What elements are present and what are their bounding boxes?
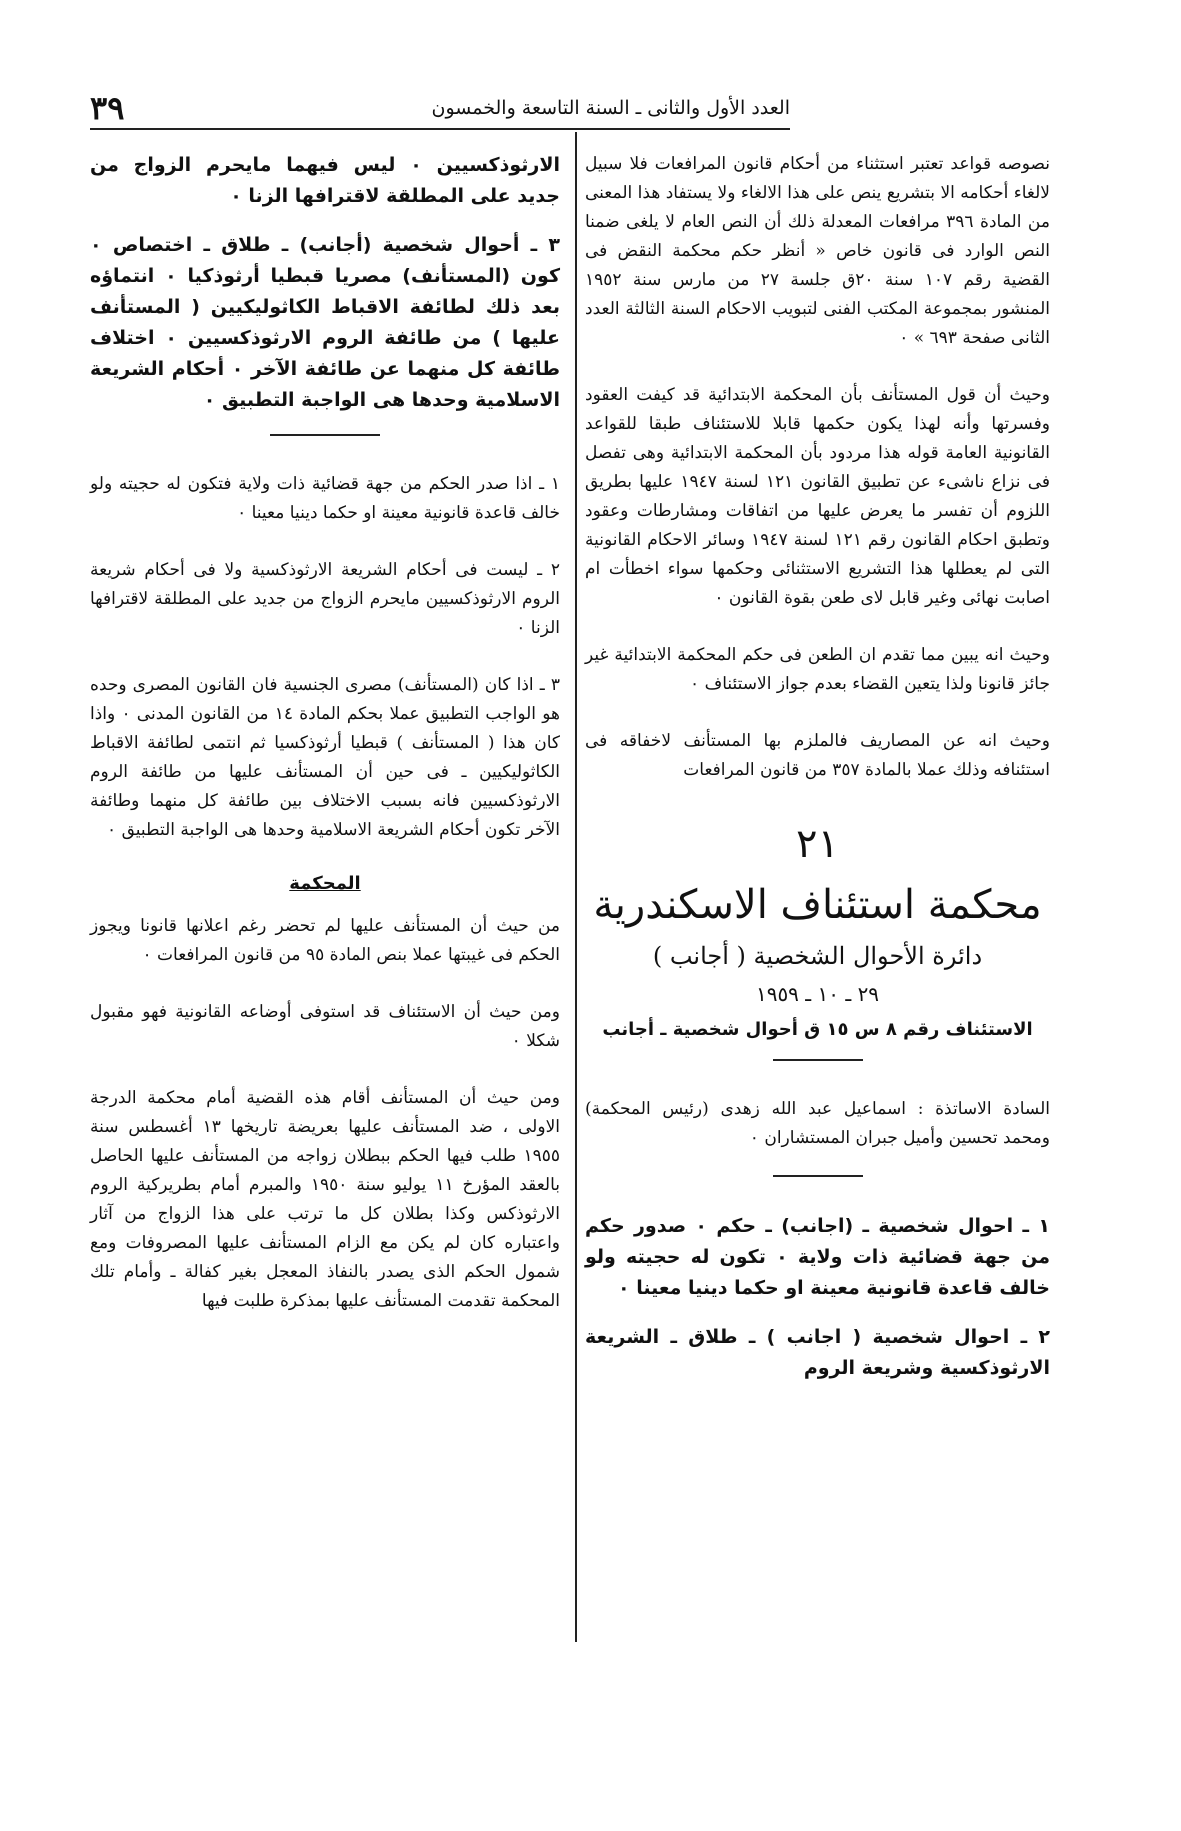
circuit-name: دائرة الأحوال الشخصية ( أجانب ) — [652, 942, 983, 970]
reasoning-paragraph: ومن حيث أن المستأنف أقام هذه القضية أمام محكمة الدرجة الاولى ، ضد المستأنف عليها بعريضة تاريخها ١٣ أغسطس سنة ١٩٥٥ طلب فيها الحكم ببطلان زواجه من المستأنف عليها الحاصل بالعقد المؤرخ ١١ يوليو سنة ١٩٥٠ والمبرم أمام بطريركية الروم الارثوذكس وكذا بطلان كل ما ترتب على هذا الزواج من آثار واعتباره كان لم يكن مع الزام المستأنف عليها المصروفات ومع شمول الحكم الذى يصدر بالنفاذ المعجل بغير كفالة ـ وأمام تلك المحكمة تقدمت المستأنف عليها بمذكرة طلبت فيها — [90, 1088, 561, 1311]
paragraph: وحيث أن قول المستأنف بأن المحكمة الابتدائية قد كيفت العقود وفسرتها وأنه لهذا يكون حكمها قابلا للاستئناف طبقا للقواعد القانونية العامة قوله هذا مردود بأن المحكمة الابتدائية وهى تفصل فى نزاع ناشىء عن تطبيق القانون ١٢١ لسنة ١٩٤٧ عليها بطريق اللزوم أن تفسر ما يعرض عليها من اتفاقات ومشارطات وعقود وتطبق احكام القانون رقم ١٢١ لسنة ١٩٤٧ وسائر الاحكام القانونية التى لم يعطلها هذا التشريع الاستثنائى وحكمها سواء اخطأت ام اصابت نهائى وغير قابل لاى طعن بقوة القانون ٠ — [585, 385, 1051, 608]
court-heading: المحكمة — [289, 873, 361, 894]
case-number: ٢١ — [796, 821, 839, 867]
header-title: العدد الأول والثانى ـ السنة التاسعة والخمسون — [431, 97, 790, 119]
right-column — [585, 150, 1050, 1402]
running-header — [90, 88, 790, 128]
principle: ١ ـ اذا صدر الحكم من جهة قضائية ذات ولاية فتكون له حجيته ولو خالف قاعدة قانونية معينة او حكما دينيا معينا ٠ — [90, 474, 560, 523]
appeal-reference: الاستئناف رقم ٨ س ١٥ ق أحوال شخصية ـ أجانب — [602, 1019, 1033, 1040]
section-rule — [773, 1059, 863, 1061]
reasoning-paragraph: ومن حيث أن الاستئناف قد استوفى أوضاعه القانونية فهو مقبول شكلا ٠ — [90, 1002, 560, 1051]
header-rule — [90, 128, 790, 130]
column-divider — [575, 132, 577, 1642]
principle: ٢ ـ ليست فى أحكام الشريعة الارثوذكسية ولا فى أحكام شريعة الروم الارثوذكسيين مايحرم الزواج من جديد على المطلقة لاقترافها الزنا ٠ — [90, 560, 560, 638]
page-number: ٣٩ — [90, 89, 125, 127]
principle: ٣ ـ اذا كان (المستأنف) مصرى الجنسية فان القانون المصرى وحده هو الواجب التطبيق عملا بحكم المادة ١٤ من القانون المدنى ٠ واذا كان هذا ( المستأنف ) قبطيا أرثوذكسيا ثم انتمى لطائفة الاقباط الكاثوليكيين ـ فى حين أن المستأنف عليها من طائفة الروم الارثوذكسيين فانه بسبب الاختلاف بين طائفة كل منهما وطائفة الآخر تكون أحكام الشريعة الاسلامية وحدها هى الواجبة التطبيق ٠ — [90, 675, 560, 840]
headnote-continued: الارثوذكسيين ٠ ليس فيهما مايحرم الزواج من جديد على المطلقة لاقترافها الزنا ٠ — [90, 154, 560, 207]
decision-date: ٢٩ ـ ١٠ ـ ١٩٥٩ — [755, 982, 880, 1006]
section-rule — [773, 1175, 863, 1177]
paragraph: نصوصه قواعد تعتبر استثناء من أحكام قانون المرافعات فلا سبيل لالغاء أحكامه الا بتشريع ينص على هذا الالغاء ولا يستفاد هذا المعنى من المادة ٣٩٦ مرافعات المعدلة ذلك أن النص العام لا يلغى ضمنا النص الوارد فى قانون خاص « أنظر حكم محكمة النقض فى القضية رقم ١٠٧ سنة ٢٠ق جلسة ٢٧ من مارس سنة ١٩٥٢ المنشور بمجموعة المكتب الفنى لتبويب الاحكام السنة الثالثة العدد الثانى صفحة ٦٩٣ » ٠ — [585, 154, 1050, 348]
headnote: ٢ ـ احوال شخصية ( اجانب ) ـ طلاق ـ الشريعة الارثوذكسية وشريعة الروم — [585, 1326, 1050, 1379]
court-name: محكمة استئناف الاسكندرية — [593, 882, 1042, 928]
headnote-continued: ٣ ـ أحوال شخصية (أجانب) ـ طلاق ـ اختصاص ٠ كون (المستأنف) مصريا قبطيا أرثوذكيا ٠ انتماؤه بعد ذلك لطائفة الاقباط الكاثوليكيين ( المستأنف عليها ) من طائفة الروم الارثوذكسيين ٠ اختلاف طائفة كل منهما عن طائفة الآخر ٠ أحكام الشريعة الاسلامية وحدها هى الواجبة التطبيق ٠ — [90, 234, 560, 411]
judges-line: السادة الاساتذة : اسماعيل عبد الله زهدى (رئيس المحكمة) ومحمد تحسين وأميل جبران المستشاران ٠ — [585, 1099, 1050, 1148]
paragraph: وحيث انه يبين مما تقدم ان الطعن فى حكم المحكمة الابتدائية غير جائز قانونا ولذا يتعين القضاء بعدم جواز الاستئناف ٠ — [585, 645, 1050, 694]
paragraph: وحيث انه عن المصاريف فالملزم بها المستأنف لاخفاقه فى استئنافه وذلك عملا بالمادة ٣٥٧ من قانون المرافعات — [585, 731, 1050, 780]
reasoning-paragraph: من حيث أن المستأنف عليها لم تحضر رغم اعلانها قانونا ويجوز الحكم فى غيبتها عملا بنص المادة ٩٥ من قانون المرافعات ٠ — [90, 916, 560, 965]
headnote: ١ ـ احوال شخصية ـ (اجانب) ـ حكم ٠ صدور حكم من جهة قضائية ذات ولاية ٠ تكون له حجيته ولو خالف قاعدة قانونية معينة او حكما دينيا معينا ٠ — [585, 1215, 1050, 1299]
section-rule — [270, 434, 380, 436]
left-column — [90, 150, 560, 1344]
